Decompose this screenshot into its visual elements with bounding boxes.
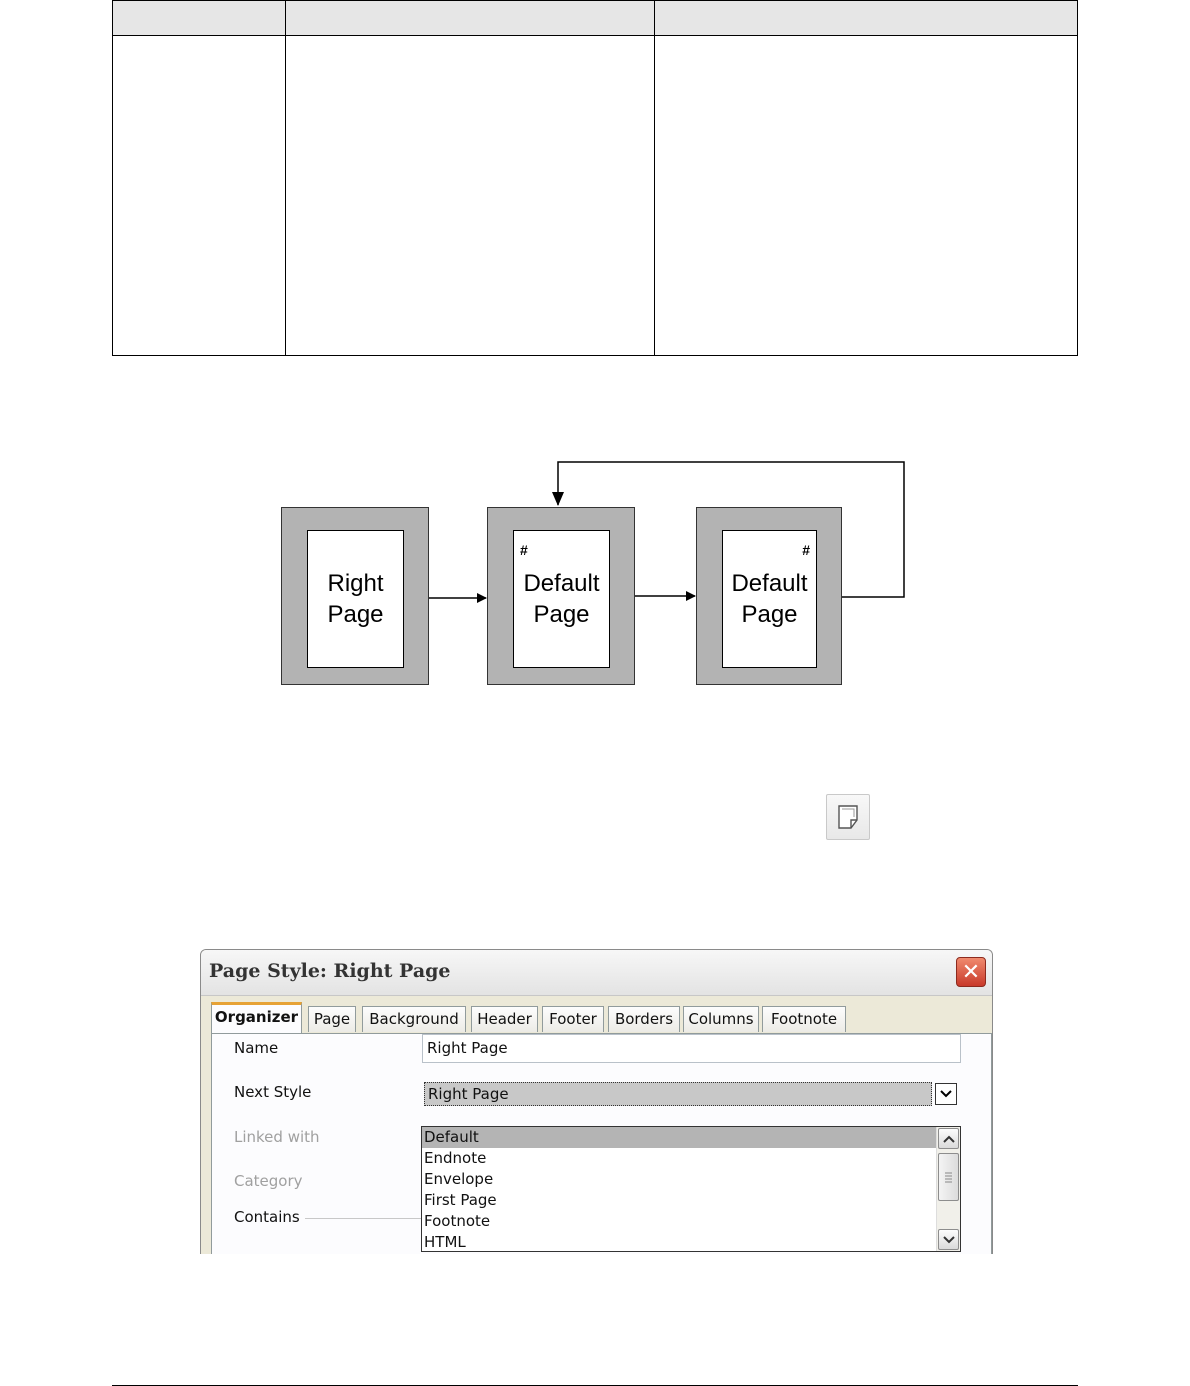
default-page-box-right [696,507,842,685]
page-label-line2: Page [741,601,798,628]
tab-header[interactable]: Header [471,1006,538,1032]
scrollbar-thumb[interactable] [938,1153,959,1201]
close-button[interactable] [956,957,986,987]
tab-footer[interactable]: Footer [542,1006,604,1032]
chevron-up-icon [943,1135,955,1143]
list-item[interactable]: HTML [424,1233,466,1251]
name-field[interactable]: Right Page [422,1034,961,1063]
contains-label: Contains [234,1208,300,1226]
default-page-box-left [487,507,635,685]
default-page-sheet [722,530,817,668]
contains-divider [305,1218,425,1219]
page-label-line1: Default [731,570,808,597]
list-scrollbar[interactable] [936,1127,960,1251]
page-label-line1: Default [523,570,600,597]
list-item[interactable]: Default [422,1127,936,1148]
list-item[interactable]: First Page [424,1191,497,1209]
close-icon: ✕ [961,959,981,985]
name-label: Name [234,1039,279,1057]
page-number-mark: # [520,542,528,558]
dialog-titlebar [201,950,992,996]
tab-borders[interactable]: Borders [608,1006,680,1032]
list-item[interactable]: Endnote [424,1149,487,1167]
list-item[interactable]: Footnote [424,1212,491,1230]
page-style-icon-glyph [827,795,869,839]
tab-columns[interactable]: Columns [683,1006,759,1032]
page-number-mark: # [802,542,810,558]
scroll-down-button[interactable] [938,1229,959,1250]
scroll-up-button[interactable] [938,1128,959,1149]
category-label: Category [234,1172,303,1190]
next-style-options-list[interactable] [421,1126,961,1252]
linked-with-label: Linked with [234,1128,320,1146]
default-page-sheet [513,530,610,668]
page-style-icon[interactable] [826,794,870,840]
tab-organizer[interactable]: Organizer [211,1002,302,1034]
right-page-box [281,507,429,685]
list-item[interactable]: Envelope [424,1170,494,1188]
dialog-title: Page Style: Right Page [209,960,451,982]
page-label-line2: Page [327,601,384,628]
next-style-label: Next Style [234,1083,312,1101]
right-page-sheet [307,530,404,668]
tab-background[interactable]: Background [362,1006,466,1032]
chevron-down-icon[interactable] [935,1083,957,1105]
tab-footnote[interactable]: Footnote [762,1006,846,1032]
page-label-line2: Page [533,601,590,628]
next-style-value[interactable]: Right Page [424,1082,932,1106]
tab-page[interactable]: Page [308,1006,356,1032]
page-label-line1: Right [327,570,384,597]
chevron-down-icon [943,1236,955,1244]
